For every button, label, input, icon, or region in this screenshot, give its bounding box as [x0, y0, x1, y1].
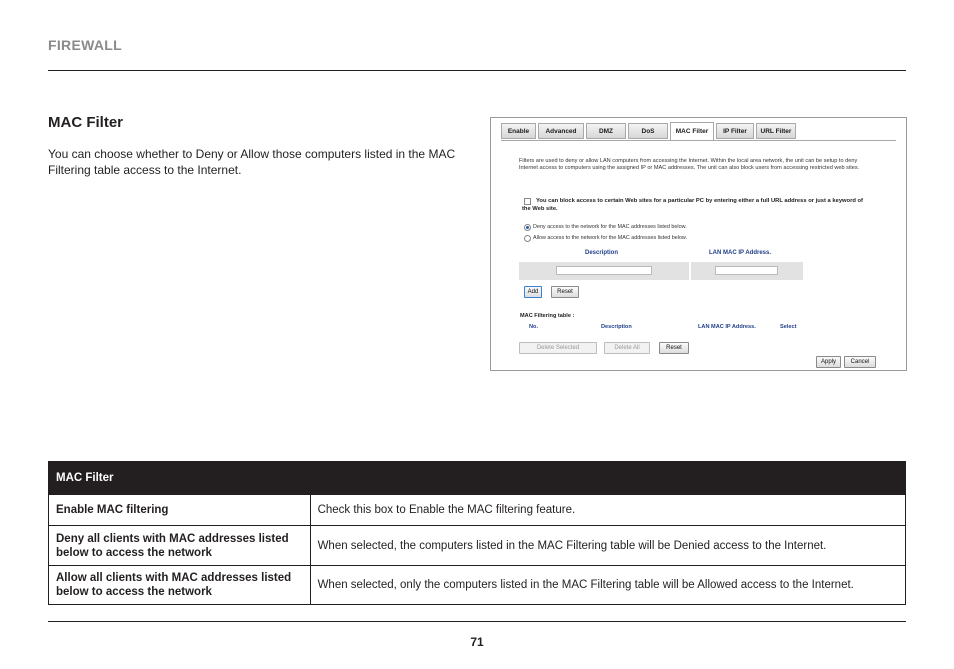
description-input[interactable] [556, 266, 652, 275]
table-title: MAC Filter [49, 462, 906, 495]
entry-row [519, 262, 803, 280]
reset-button[interactable]: Reset [551, 286, 579, 298]
delete-all-button[interactable]: Delete All [604, 342, 650, 354]
table-row-value: When selected, the computers listed in the MAC Filtering table will be Denied access to the Internet. [310, 526, 905, 566]
tab-ip-filter[interactable]: IP Filter [716, 123, 754, 139]
allow-radio-label: Allow access to the network for the MAC addresses listed below. [533, 235, 688, 241]
table-row-key: Deny all clients with MAC addresses listed below to access the network [49, 526, 311, 566]
col-description: Description [601, 324, 632, 330]
allow-radio[interactable] [524, 235, 531, 242]
tab-advanced[interactable]: Advanced [538, 123, 584, 139]
section-title: FIREWALL [48, 37, 122, 53]
table-row [49, 566, 906, 605]
tab-dos[interactable]: DoS [628, 123, 668, 139]
table-row-value: When selected, only the computers listed in the MAC Filtering table will be Allowed access to the Internet. [310, 566, 905, 605]
mac-filter-screenshot [490, 117, 907, 371]
intro-paragraph: You can choose whether to Deny or Allow those computers listed in the MAC Filtering table access to the Internet. [48, 147, 456, 177]
add-button[interactable]: Add [524, 286, 542, 298]
mac-address-input[interactable] [715, 266, 778, 275]
table-row [49, 495, 906, 526]
table-reset-button[interactable]: Reset [659, 342, 689, 354]
page-heading: MAC Filter [48, 114, 123, 131]
filter-description: Filters are used to deny or allow LAN computers from accessing the Internet. Within the local area network, the unit can be setup to deny Internet access to computers using the assigned IP or MAC addresses. The unit can also block users from accessing restricted web sites. [519, 158, 860, 171]
table-row [49, 526, 906, 566]
col-select: Select [780, 324, 797, 330]
tab-enable[interactable]: Enable [501, 123, 536, 139]
apply-button[interactable]: Apply [816, 356, 841, 368]
tab-underline [501, 140, 896, 141]
description-column-header: Description [585, 250, 619, 256]
page-number: 71 [470, 635, 484, 649]
deny-radio-label: Deny access to the network for the MAC addresses listed below. [533, 224, 687, 230]
lan-mac-column-header: LAN MAC IP Address. [709, 250, 772, 256]
mac-table-label: MAC Filtering table : [520, 313, 575, 319]
table-row-key: Enable MAC filtering [49, 495, 311, 526]
cancel-button[interactable]: Cancel [844, 356, 876, 368]
delete-selected-button[interactable]: Delete Selected [519, 342, 597, 354]
top-divider [48, 70, 906, 71]
deny-radio[interactable] [524, 224, 531, 231]
tab-url-filter[interactable]: URL Filter [756, 123, 796, 139]
tab-mac-filter[interactable]: MAC Filter [670, 122, 714, 140]
block-checkbox-label: You can block access to certain Web sites for a particular PC by entering either a full URL address or just a keyword of the Web site. [522, 198, 863, 212]
col-lan-mac: LAN MAC IP Address. [698, 324, 756, 330]
table-row-value: Check this box to Enable the MAC filtering feature. [310, 495, 905, 526]
bottom-divider [48, 621, 906, 622]
tab-dmz[interactable]: DMZ [586, 123, 626, 139]
col-no: No. [529, 324, 539, 330]
table-row-key: Allow all clients with MAC addresses listed below to access the network [49, 566, 311, 605]
mac-filter-table [48, 461, 906, 605]
tab-bar [501, 123, 798, 140]
